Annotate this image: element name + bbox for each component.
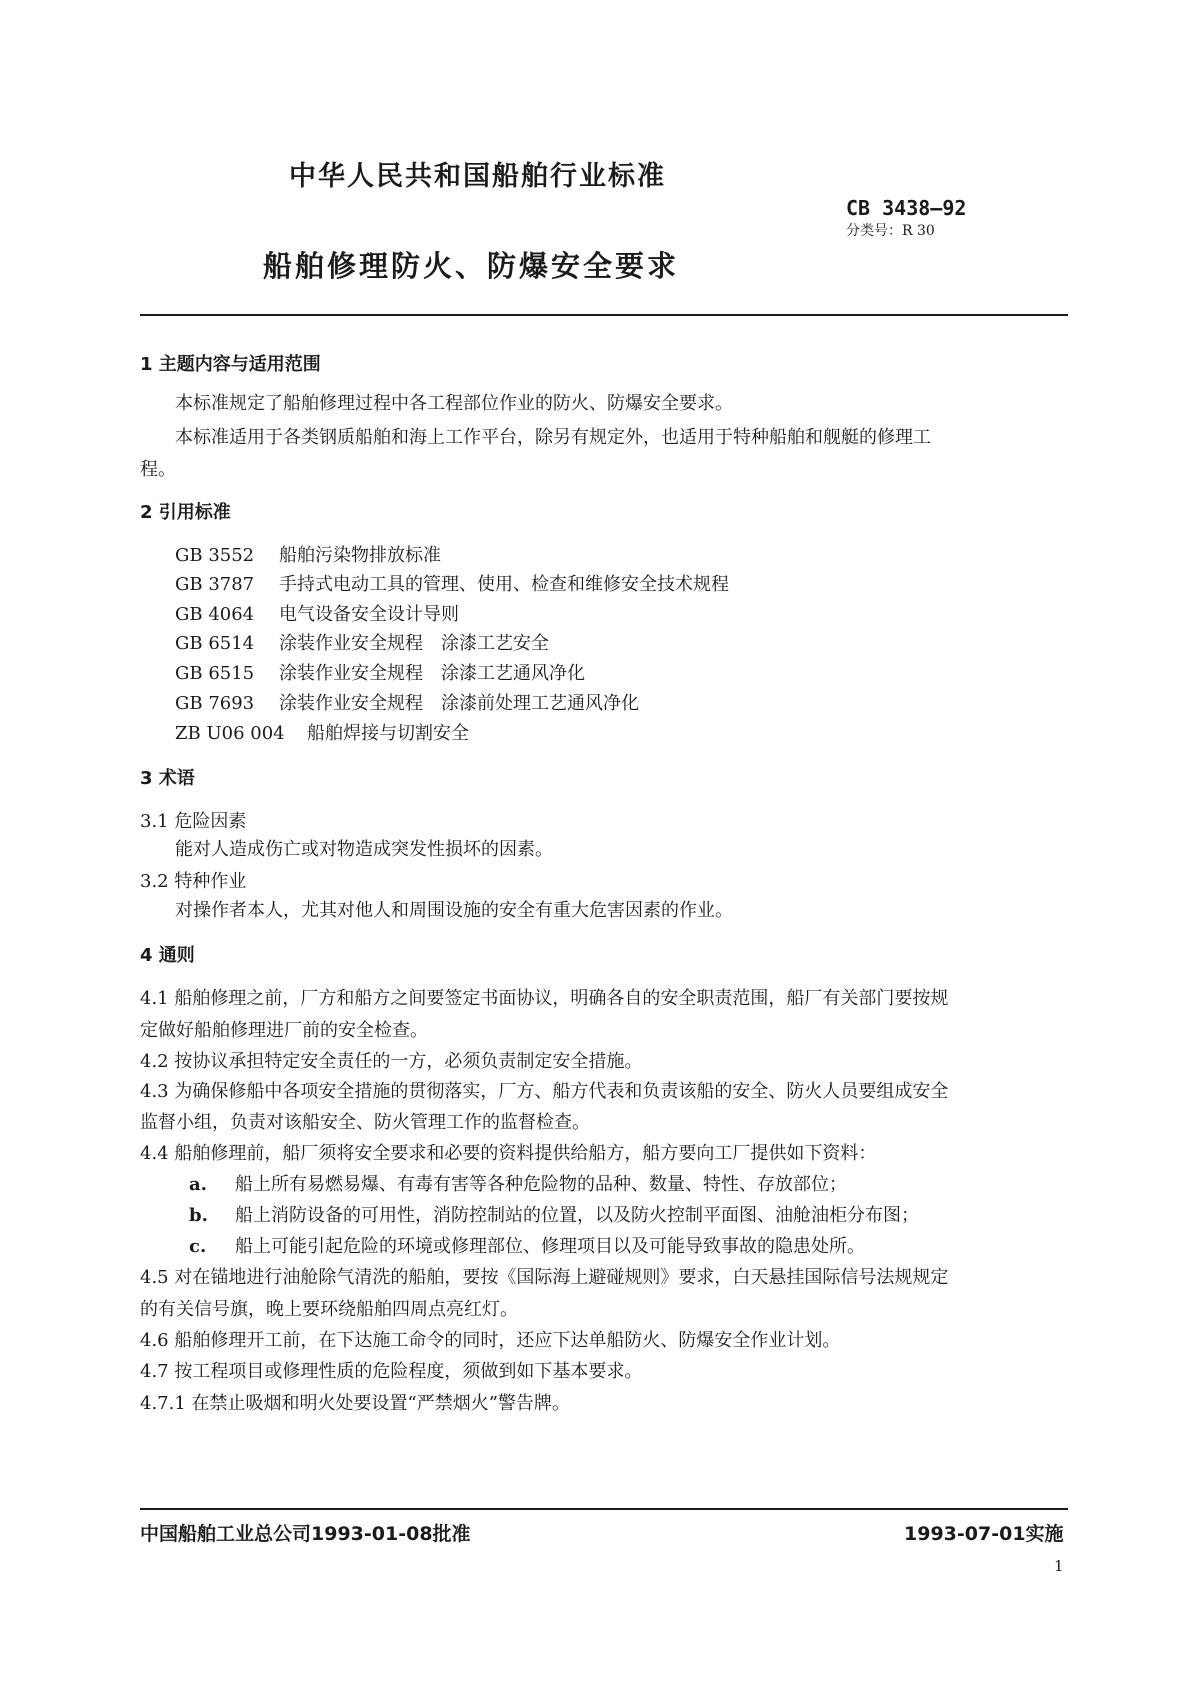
clause-4-4: 4.4 船舶修理前，船厂须将安全要求和必要的资料提供给船方，船方要向工厂提供如下资料： (140, 1143, 877, 1164)
reference-title: 船舶焊接与切割安全 (307, 723, 469, 744)
term-3-1-heading: 3.1 危险因素 (140, 811, 247, 832)
section-3-heading: 3 术语 (140, 768, 195, 789)
section-1-heading: 1 主题内容与适用范围 (140, 354, 321, 375)
reference-code: GB 6515 (175, 663, 255, 684)
list-item-label: c. (189, 1236, 207, 1257)
section-1-paragraph-2: 本标准适用于各类钢质船舶和海上工作平台，除另有规定外，也适用于特种船舶和舰艇的修理工 (175, 427, 931, 448)
classification-number: 分类号：R 30 (846, 223, 935, 239)
reference-code: GB 3787 (175, 574, 255, 595)
reference-title: 手持式电动工具的管理、使用、检查和维修安全技术规程 (279, 574, 729, 595)
reference-title: 涂装作业安全规程 涂漆工艺安全 (279, 633, 549, 654)
clause-4-1-cont: 定做好船舶修理进厂前的安全检查。 (140, 1020, 428, 1041)
document-title: 船舶修理防火、防爆安全要求 (263, 249, 680, 283)
clause-4-2: 4.2 按协议承担特定安全责任的一方，必须负责制定安全措施。 (140, 1051, 643, 1072)
list-item-label: a. (189, 1174, 207, 1195)
list-item-text: 船上所有易燃易爆、有毒有害等各种危险物的品种、数量、特性、存放部位； (235, 1174, 847, 1195)
term-3-2-definition: 对操作者本人，尤其对他人和周围设施的安全有重大危害因素的作业。 (175, 900, 733, 921)
clause-4-3: 4.3 为确保修船中各项安全措施的贯彻落实，厂方、船方代表和负责该船的安全、防火人员要组成安全 (140, 1081, 949, 1102)
reference-item (175, 600, 459, 626)
reference-item (175, 689, 639, 715)
section-2-heading: 2 引用标准 (140, 502, 231, 523)
reference-item (175, 659, 585, 685)
list-item-text: 船上消防设备的可用性，消防控制站的位置，以及防火控制平面图、油舱油柜分布图； (235, 1205, 919, 1226)
section-1-paragraph-2-cont: 程。 (140, 459, 176, 480)
reference-code: ZB U06 004 (175, 723, 285, 744)
clause-4-3-cont: 监督小组，负责对该船安全、防火管理工作的监督检查。 (140, 1112, 590, 1133)
list-item (189, 1201, 919, 1227)
reference-code: GB 6514 (175, 633, 255, 654)
clause-4-6: 4.6 船舶修理开工前，在下达施工命令的同时，还应下达单船防火、防爆安全作业计划。 (140, 1330, 841, 1351)
reference-title: 船舶污染物排放标准 (279, 545, 441, 566)
footer-divider (140, 1508, 1068, 1510)
clause-4-7-1: 4.7.1 在禁止吸烟和明火处要设置“严禁烟火”警告牌。 (140, 1393, 570, 1414)
list-item (189, 1232, 865, 1258)
clause-4-7: 4.7 按工程项目或修理性质的危险程度，须做到如下基本要求。 (140, 1361, 643, 1382)
reference-code: GB 4064 (175, 604, 255, 625)
approval-line: 中国船舶工业总公司1993-01-08批准 (140, 1523, 471, 1545)
reference-title: 涂装作业安全规程 涂漆工艺通风净化 (279, 663, 585, 684)
reference-title: 涂装作业安全规程 涂漆前处理工艺通风净化 (279, 693, 639, 714)
clause-4-1: 4.1 船舶修理之前，厂方和船方之间要签定书面协议，明确各自的安全职责范围，船厂有关部门要按规 (140, 988, 949, 1009)
section-4-heading: 4 通则 (140, 945, 195, 966)
section-1-paragraph-1: 本标准规定了船舶修理过程中各工程部位作业的防火、防爆安全要求。 (175, 393, 733, 414)
reference-code: GB 3552 (175, 545, 255, 566)
list-item-label: b. (189, 1205, 208, 1226)
clause-4-5: 4.5 对在锚地进行油舱除气清洗的船舶，要按《国际海上避碰规则》要求，白天悬挂国际信号法规规定 (140, 1267, 949, 1288)
list-item-text: 船上可能引起危险的环境或修理部位、修理项目以及可能导致事故的隐患处所。 (235, 1236, 865, 1257)
clause-4-5-cont: 的有关信号旗，晚上要环绕船舶四周点亮红灯。 (140, 1299, 518, 1320)
reference-item (175, 570, 729, 596)
standard-category-title: 中华人民共和国船舶行业标准 (289, 161, 666, 192)
list-item (189, 1170, 847, 1196)
effective-date: 1993-07-01实施 (904, 1523, 1064, 1545)
standard-code: CB 3438—92 (846, 196, 967, 220)
term-3-1-definition: 能对人造成伤亡或对物造成突发性损坏的因素。 (175, 839, 553, 860)
reference-item (175, 719, 469, 745)
page-number: 1 (1054, 1557, 1064, 1575)
reference-item (175, 541, 441, 567)
reference-code: GB 7693 (175, 693, 255, 714)
reference-title: 电气设备安全设计导则 (279, 604, 459, 625)
term-3-2-heading: 3.2 特种作业 (140, 871, 247, 892)
reference-item (175, 629, 549, 655)
header-divider (140, 314, 1068, 316)
